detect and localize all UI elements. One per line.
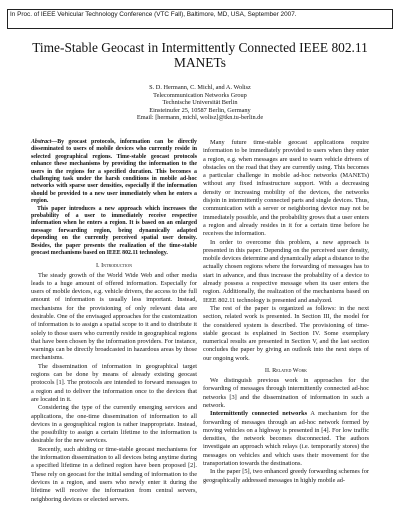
author-address: Einsteinufer 25, 10587 Berlin, Germany: [149, 106, 251, 114]
intro-paragraph-2: The dissemination of information in geographical target regions can be done by means of already existing geocast protocols [1]. The protocols are intended to forward messages to a region and to deliver the information once to the devices that are located in it.: [31, 362, 197, 403]
intro-paragraph-3: Considering the type of the currently emerging services and applications, the one-time dissemination of information to all devices in a geographical region is rather inappropriate. Instead, the possibility to assign a certain lifetime to the information is desirable for the new services.: [31, 404, 197, 445]
related-paragraph-3: In the paper [5], two enhanced greedy forwarding schemes for geographically addressed messages in highly mobile ad-: [203, 468, 369, 484]
left-column: [31, 139, 197, 504]
runin-heading: Intermittently connected networks: [210, 410, 308, 418]
author-university: Technische Universität Berlin: [162, 99, 238, 107]
related-paragraph-1: We distinguish previous work in approaches for the forwarding of messages through intermittently connected ad-hoc networks [3] and the dissemination of information in such a network.: [203, 377, 369, 409]
section-heading-introduction: I. Introduction: [95, 261, 133, 269]
intro-paragraph-5: Many future time-stable geocast applications require information to be immediately provided to users when they enter a region, e.g. when messages are used to warn vehicle drivers of obstacles on the road that they are currently using. This becomes a particular challenge in mobile ad-hoc networks (MANETs) without any fixed infrastructure support. With a decreasing density or increasing mobility of the devices, the networks disjoin in intermittently connected parts and single devices. Thus, communication with a server or neighboring device may not be immediately possible, and the probability grows that a user enters a region and already resides in it for a certain time before he receives the information.: [203, 139, 369, 238]
author-group: Telecommunication Networks Group: [153, 91, 247, 99]
abstract-label: Abstract—: [31, 139, 58, 145]
abstract-text-1: By geocast protocols, information can be directly disseminated to users of mobile devices who currently reside in selected geographical regions. Time-stable geocast protocols enhance these mechanisms by providing the information to the users in the regions for a specified duration. This becomes a challenging task under the harsh conditions in mobile ad-hoc networks with sparse user densities, especially if the information should be provided to a new user immediately when he enters a region.: [31, 139, 197, 205]
intro-paragraph-6: In order to overcome this problem, a new approach is presented in this paper. Depending on the perceived user density, mobile devices determine and dynamically adapt a distance to the actually chosen regions where the forwarding of messages has to start in advance, and thus increase the probability of a device to already possess a respective message when its user enters the region. Additionally, the realization of the mechanisms based on IEEE 802.11 technology is presented and analyzed.: [203, 238, 369, 304]
intro-paragraph-4: Recently, such abiding or time-stable geocast mechanisms for the information dissemination to all devices being anytime during a specified lifetime in a defined region have been proposed [2]. These rely on geocast for the initial sending of information to the devices in a region, and users who newly enter it during the lifetime will receive the information from central servers, neighboring devices or elected servers.: [31, 445, 197, 503]
abstract-paragraph-1: [31, 139, 197, 206]
paper-title: Time-Stable Geocast in Intermittently Connected IEEE 802.11 MANETs: [32, 40, 368, 70]
publication-note: In Proc. of IEEE Vehicular Technology Conference (VTC Fall), Baltimore, MD, USA, September 2007.: [7, 9, 393, 29]
intro-paragraph-1: The steady growth of the World Wide Web and other media leads to a huge amount of offered information. Especially for users of mobile devices, e.g. vehicle drivers, the access to the full amount of information is usually less important. Instead, mechanisms for the provisioning of only relevant data are desirable. One of the envisaged approaches for the customization of information is to assign a spatial scope to it and to distribute it solely to those users who currently reside in geographical regions that have been chosen by the information providers. For instance, warnings can be directly broadcasted in hazardous areas by those mechanisms.: [31, 271, 197, 362]
abstract-paragraph-2: This paper introduces a new approach which increases the probability of a user to immediately receive respective information when he enters a region. It is based on an enlarged message forwarding region, being dynamically adapted depending on the currently perceived spatial user density. Besides, the paper presents the realization of the time-stable geocast mechanisms based on IEEE 802.11 technology.: [31, 205, 197, 257]
author-block: [20, 84, 380, 122]
section-heading-related-work: II. Related Work: [264, 367, 308, 375]
right-column: [203, 139, 369, 485]
related-paragraph-2: [203, 410, 369, 468]
author-names: S. D. Hermann, C. Michl, and A. Wolisz: [149, 84, 251, 91]
author-email: Email: [hermann, michl, wolisz]@tkn.tu-berlin.de: [136, 114, 264, 122]
abstract: [31, 139, 197, 258]
related-text-2: A mechanism for the forwarding of messages through an ad-hoc network formed by moving vehicles on a highway is presented in [4]. For low traffic densities, the network becomes disconnected. The authors investigate an approach which relays (i.e. temporarily stores) the messages on vehicles and which uses their movement for the transportation towards the destinations.: [203, 410, 369, 467]
intro-paragraph-7: The rest of the paper is organized as follows: in the next section, related work is presented. In Section III, the model for the considered system is described. The provisioning of time-stable geocast is explained in Section IV. Some exemplary numerical results are presented in Section V, and the last section concludes the paper by giving an outlook into the next steps of our ongoing work.: [203, 304, 369, 362]
